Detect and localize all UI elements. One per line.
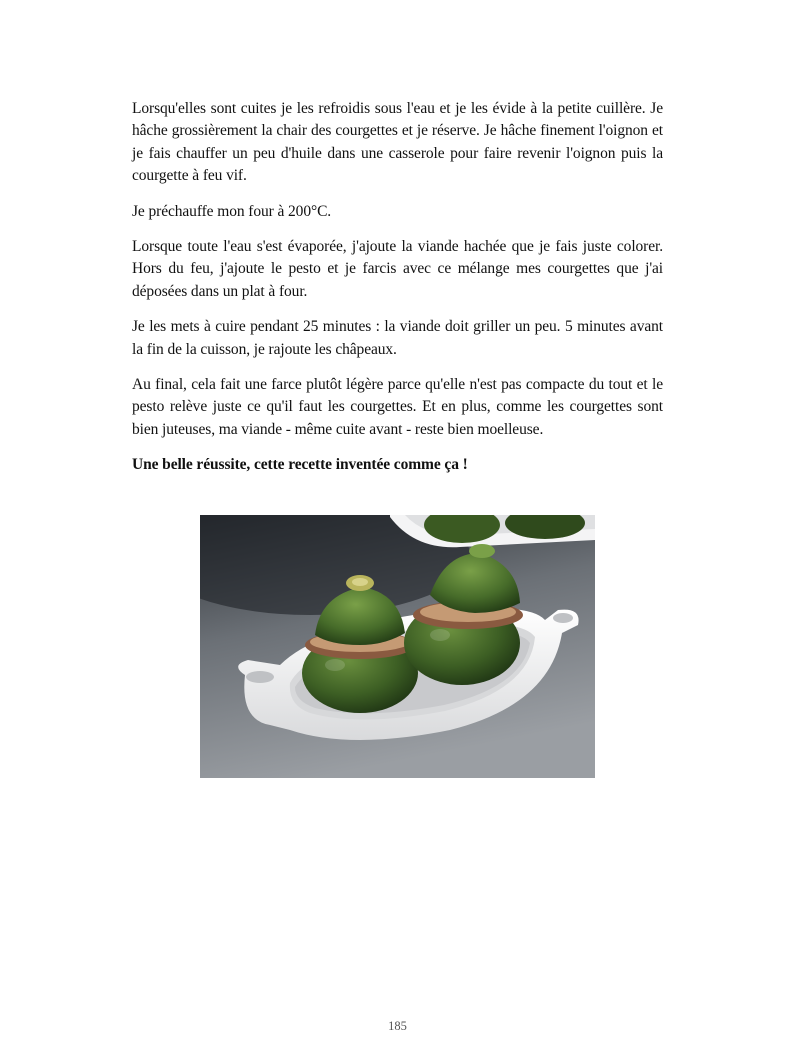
conclusion-text: Une belle réussite, cette recette inventée comme ça ! — [132, 456, 468, 474]
stuffed-zucchini-photo — [200, 515, 595, 778]
paragraph-result: Au final, cela fait une farce plutôt légère parce qu'elle n'est pas compacte du tout et le pesto relève juste ce qu'il faut les courgettes. Et en plus, comme les courgettes sont bien juteuses, ma viande - même cuite avant - reste bien moelleuse. — [132, 376, 663, 438]
paragraph-cooking-prep: Lorsqu'elles sont cuites je les refroidis sous l'eau et je les évide à la petite cuillère. Je hâche grossièrement la chair des courgettes et je réserve. Je hâche finement l'oignon et je fais chauffer un peu d'huile dans une casserole pour faire revenir l'oignon puis la courgette à feu vif. — [132, 100, 663, 185]
paragraph-stuffing: Lorsque toute l'eau s'est évaporée, j'ajoute la viande hachée que je fais juste colorer. Hors du feu, j'ajoute le pesto et je farcis avec ce mélange mes courgettes que j'ai déposées dans un plat à four. — [132, 238, 663, 300]
body-text — [132, 98, 663, 490]
page-number: 185 — [388, 1019, 407, 1033]
paragraph-preheat: Je préchauffe mon four à 200°C. — [132, 202, 332, 220]
paragraph-baking: Je les mets à cuire pendant 25 minutes : la viande doit griller un peu. 5 minutes avant la fin de la cuisson, je rajoute les châpeaux. — [132, 318, 663, 358]
